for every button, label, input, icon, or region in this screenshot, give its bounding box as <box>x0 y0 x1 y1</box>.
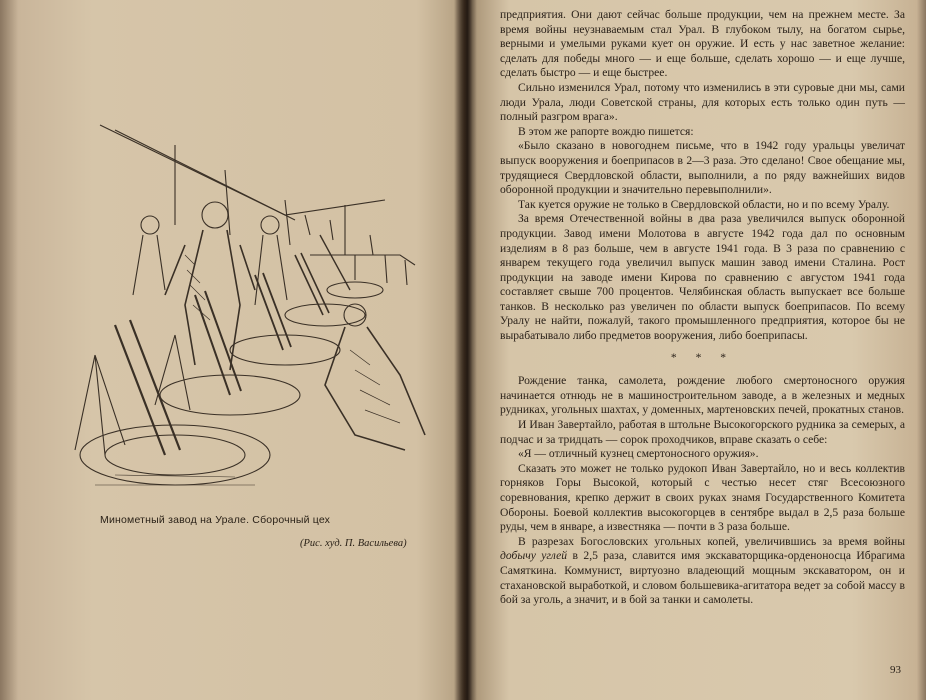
paragraph: В этом же рапорте вождю пишется: <box>518 124 694 138</box>
illustration-credit: (Рис. худ. П. Васильева) <box>300 538 407 549</box>
illustration-caption: Минометный завод на Урале. Сборочный цех <box>100 514 331 526</box>
final-text-before: В разрезах Богословских угольных копей, увеличившись за время войны <box>518 534 905 548</box>
paragraph: Сказать это может не только рудокоп Иван Завертайло, но и весь коллектив горняков Горы Высокой, который с честью несет стяг Всесоюзного соревнования, крепко держит в своих руках знамя Государственного Комитета Обороны. Боевой коллектив высокогорцев в сентябре выдал в 2,5 раза больше руды, чем в январе, а известняка — почти в 3 раза больше. <box>500 461 905 534</box>
paragraph: предприятия. Они дают сейчас больше продукции, чем на прежнем месте. За время войны неузнаваемым стал Урал. В глубоком тылу, на богатом сырье, верными и умелыми руками кует он оружие. И есть у нас заветное желание: сделать для победы много — и еще больше, сделать хорошо — и еще лучше, сделать быстро — и еще быстрее. <box>500 8 905 80</box>
page-number: 93 <box>890 664 901 676</box>
page-text <box>500 8 905 608</box>
paragraph: За время Отечественной войны в два раза увеличился выпуск оборонной продукции. Завод имени Молотова в августе 1942 года дал по основным изделиям в 8 раз больше, чем в августе 1941 года. В 3 раза по сравнению с январем текущего года увеличил выпуск машин завод имени Сталина. Рост продукции на заводе имени Кирова по сравнению с августом 1941 года составляет свыше 700 процентов. Челябинская область выпускает все больше танков. В несколько раз увеличен по области выпуск боеприпасов. По всему Уралу не найти, пожалуй, такого промышленного предприятия, которое бы не вырабатывало либо предметов вооружения, либо боеприпасы. <box>500 212 905 343</box>
final-text-italic: добычу углей <box>500 549 568 563</box>
paragraph-final <box>500 535 905 608</box>
book-gutter <box>455 0 477 700</box>
paragraph: И Иван Завертайло, работая в штольне Высокогорского рудника за семерых, а подчас и за тридцать — сорок проходчиков, вправе сказать о себе: <box>500 418 905 446</box>
left-page <box>0 0 458 700</box>
factory-assembly-illustration <box>55 105 445 505</box>
paragraph: «Было сказано в новогоднем письме, что в 1942 году уральцы увеличат выпуск вооружения и боеприпасов в 2—3 раза. Это сделано! Свое обещание мы, трудящиеся Свердловской области, выполнили, а по ряду важнейших видов оборонной продукции и значительно перевыполнили». <box>500 139 905 197</box>
paragraph: «Я — отличный кузнец смертоносного оружия». <box>518 447 759 461</box>
final-text-after: в 2,5 раза, славится имя экскаваторщика-орденоносца Ибрагима Самяткина. Коммунист, виртуозно владеющий мощным экскаватором, он и стахановской выработкой, и словом большевика-агитатора ведет за собой массу в бой за уголь, а значит, и в бой за танки и самолеты. <box>500 549 906 607</box>
paragraph: Рождение танка, самолета, рождение любого смертоносного оружия начинается отнюдь не в машиностроительном заводе, а в железных и медных рудниках, угольных шахтах, у доменных, мартеновских печей, прокатных станов. <box>500 374 905 417</box>
paragraph: Сильно изменился Урал, потому что изменились в эти суровые дни мы, сами люди Урала, люди Советской страны, для которых есть только один путь — полный разгром врага». <box>500 80 905 124</box>
paragraph: Так куется оружие не только в Свердловской области, но и по всему Уралу. <box>518 197 890 211</box>
section-separator: * * * <box>670 350 735 364</box>
right-page <box>478 0 926 700</box>
